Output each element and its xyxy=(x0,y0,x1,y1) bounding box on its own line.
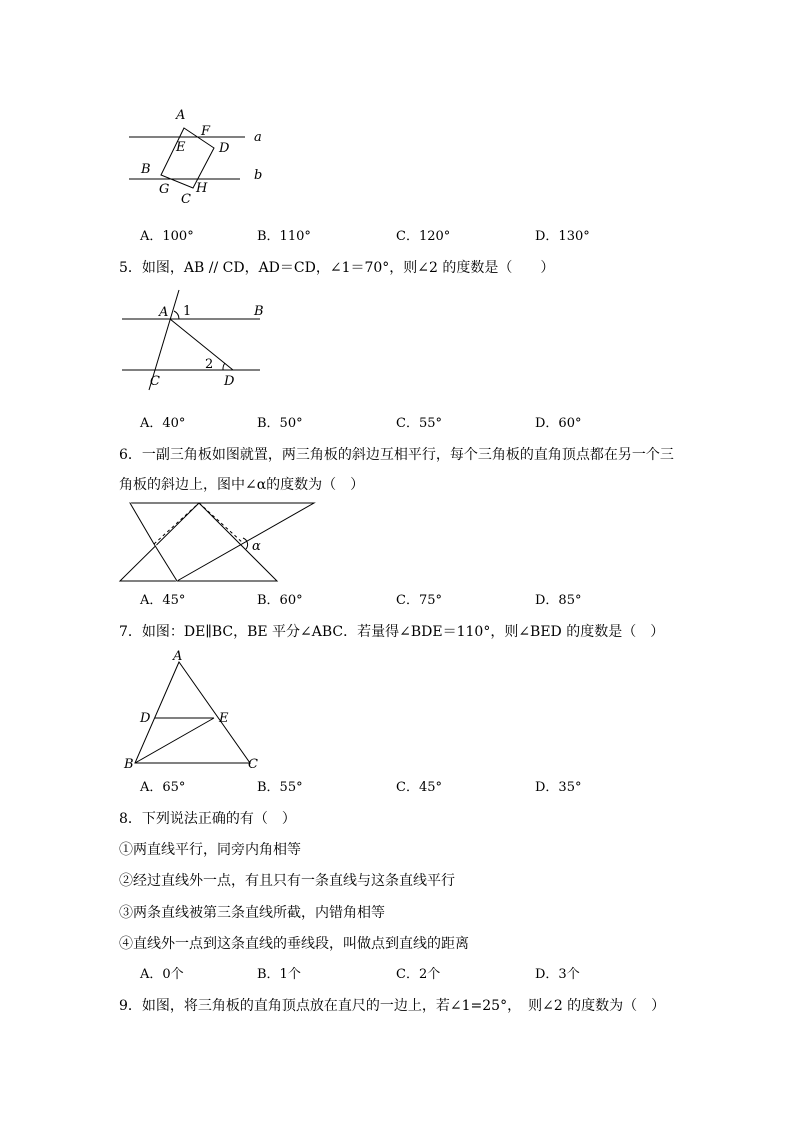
q6-upper-triangle xyxy=(130,503,314,581)
q4-label-b: b xyxy=(254,168,263,183)
q4-option-b: B．110° xyxy=(257,229,311,244)
q4-label-E: E xyxy=(176,140,186,155)
q7-triangle-abc xyxy=(135,662,250,763)
q8-statement-1: ①两直线平行，同旁内角相等 xyxy=(119,842,301,858)
q6-hidden-edge-3 xyxy=(199,503,243,543)
q8-option-a: A．0个 xyxy=(140,967,184,982)
q6-option-b: B．60° xyxy=(257,593,303,608)
q7-label-C: C xyxy=(248,757,258,772)
q6-option-c: C．75° xyxy=(396,593,442,608)
q4-label-A: A xyxy=(176,108,186,123)
q5-segment-ad xyxy=(170,319,233,370)
q7-label-D: D xyxy=(140,711,151,726)
q5-label-B: B xyxy=(254,304,264,319)
q5-option-c: C．55° xyxy=(396,416,442,431)
q7-option-c: C．45° xyxy=(396,780,442,795)
q5-figure xyxy=(115,285,275,397)
q7-label-E: E xyxy=(219,711,229,726)
q4-label-F: F xyxy=(201,124,211,139)
q4-label-D: D xyxy=(219,141,230,156)
q8-option-b: B．1个 xyxy=(257,967,301,982)
q6-edge-left-lower xyxy=(154,544,177,581)
q4-option-a: A．100° xyxy=(140,229,194,244)
q8-statement-3: ③两条直线被第三条直线所截，内错角相等 xyxy=(119,905,385,921)
q7-stem: 7．如图：DE∥BC，BE 平分∠ABC．若量得∠BDE＝110°，则∠BED 的度数是（ ） xyxy=(119,624,665,640)
q6-stem-line2: 角板的斜边上，图中∠α的度数为（ ） xyxy=(119,477,365,493)
q8-statement-2: ②经过直线外一点，有且只有一条直线与这条直线平行 xyxy=(119,873,455,889)
q7-figure xyxy=(118,646,278,774)
q7-option-b: B．55° xyxy=(257,780,303,795)
q7-label-A: A xyxy=(173,649,183,664)
q6-option-d: D．85° xyxy=(535,593,582,608)
q4-label-B: B xyxy=(141,162,151,177)
q8-option-d: D．3个 xyxy=(535,967,580,982)
q6-figure xyxy=(115,497,325,587)
q4-label-C: C xyxy=(181,192,191,207)
q4-label-G: G xyxy=(159,182,170,197)
q5-label-A: A xyxy=(159,305,169,320)
q6-label-alpha: α xyxy=(252,539,261,554)
q8-stem: 8．下列说法正确的有（ ） xyxy=(119,811,296,827)
q5-label-1: 1 xyxy=(183,304,192,319)
q6-edge-left-upper xyxy=(130,503,154,544)
q4-option-d: D．130° xyxy=(535,229,590,244)
q5-angle-1-arc xyxy=(174,311,179,319)
q7-option-a: A．65° xyxy=(140,780,186,795)
q5-option-d: D．60° xyxy=(535,416,582,431)
q5-label-D: D xyxy=(224,374,235,389)
q6-stem-line1: 6．一副三角板如图就置，两三角板的斜边互相平行，每个三角板的直角顶点都在另一个三 xyxy=(119,447,674,463)
q5-stem: 5．如图，AB // CD，AD＝CD，∠1＝70°，则∠2 的度数是（ ） xyxy=(119,260,555,276)
q8-option-c: C．2个 xyxy=(396,967,441,982)
q4-figure xyxy=(120,104,280,210)
q4-label-H: H xyxy=(196,181,208,196)
q5-option-b: B．50° xyxy=(257,416,303,431)
q9-stem: 9．如图，将三角板的直角顶点放在直尺的一边上，若∠1=25°， 则∠2 的度数为（ ） xyxy=(119,998,666,1014)
q7-option-d: D．35° xyxy=(535,780,582,795)
q5-angle-2-arc xyxy=(223,363,225,370)
q5-label-C: C xyxy=(150,374,160,389)
q4-label-a: a xyxy=(254,130,262,145)
q5-label-2: 2 xyxy=(205,357,214,372)
q6-option-a: A．45° xyxy=(140,593,186,608)
q8-statement-4: ④直线外一点到这条直线的垂线段，叫做点到直线的距离 xyxy=(119,936,469,952)
q5-option-a: A．40° xyxy=(140,416,186,431)
q7-label-B: B xyxy=(124,757,134,772)
q4-option-c: C．120° xyxy=(396,229,451,244)
